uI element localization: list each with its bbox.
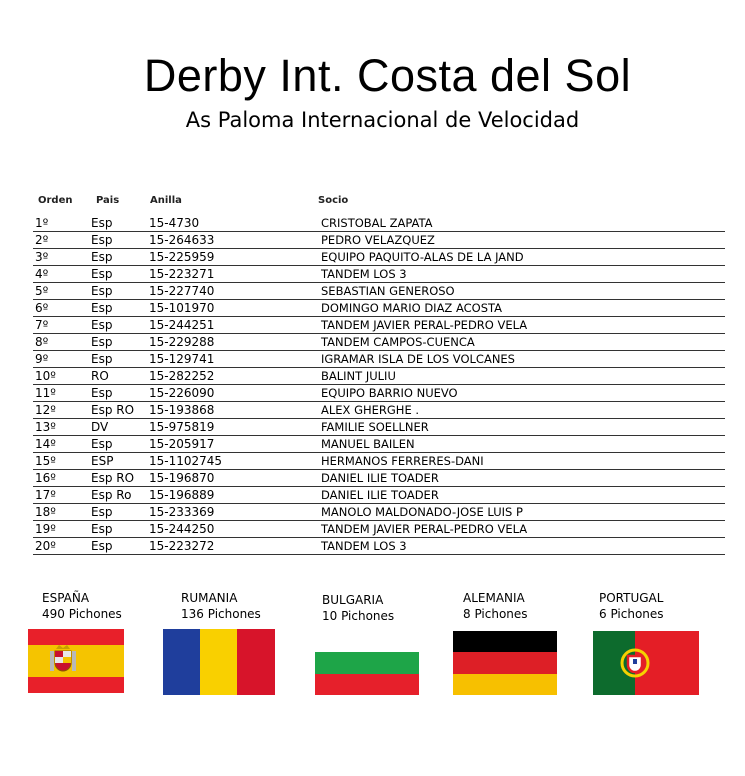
- ring-number-cell: 15-101970: [149, 301, 215, 315]
- country-code-cell: ESP: [91, 454, 114, 468]
- table-row: [33, 453, 725, 470]
- member-name-cell: DANIEL ILIE TOADER: [321, 471, 439, 485]
- portugal-flag-icon: [593, 631, 699, 695]
- ring-number-cell: 15-205917: [149, 437, 215, 451]
- country-code-cell: Esp: [91, 335, 113, 349]
- table-row: [33, 385, 725, 402]
- member-name-cell: DOMINGO MARIO DIAZ ACOSTA: [321, 301, 503, 315]
- column-header-orden: Orden: [38, 195, 73, 206]
- member-name-cell: SEBASTIAN GENEROSO: [321, 284, 455, 298]
- table-row: [33, 351, 725, 368]
- country-name: RUMANIA: [181, 591, 238, 605]
- country-code-cell: Esp: [91, 437, 113, 451]
- page-subtitle: As Paloma Internacional de Velocidad: [185, 108, 580, 132]
- table-row: [33, 402, 725, 419]
- country-code-cell: DV: [91, 420, 109, 434]
- country-name: BULGARIA: [322, 593, 384, 607]
- rank-cell: 2º: [35, 233, 49, 247]
- country-code-cell: Esp: [91, 301, 113, 315]
- country-count: 8 Pichones: [463, 607, 528, 621]
- country-code-cell: Esp RO: [91, 471, 135, 485]
- rank-cell: 18º: [35, 505, 56, 519]
- country-germany: [463, 590, 528, 622]
- ring-number-cell: 15-223271: [149, 267, 215, 281]
- table-row: [33, 232, 725, 249]
- member-name-cell: HERMANOS FERRERES-DANI: [321, 454, 484, 468]
- country-code-cell: Esp: [91, 267, 113, 281]
- table-row: [33, 487, 725, 504]
- country-name: ESPAÑA: [42, 591, 90, 605]
- table-row: [33, 470, 725, 487]
- country-code-cell: Esp: [91, 233, 113, 247]
- table-row: [33, 436, 725, 453]
- column-header-socio: Socio: [318, 195, 349, 206]
- member-name-cell: CRISTOBAL ZAPATA: [321, 216, 433, 230]
- ring-number-cell: 15-129741: [149, 352, 215, 366]
- table-row: [33, 504, 725, 521]
- rank-cell: 1º: [35, 216, 49, 230]
- country-name: ALEMANIA: [463, 591, 525, 605]
- ring-number-cell: 15-225959: [149, 250, 215, 264]
- rank-cell: 11º: [35, 386, 56, 400]
- country-code-cell: Esp Ro: [91, 488, 132, 502]
- rank-cell: 17º: [35, 488, 56, 502]
- rank-cell: 10º: [35, 369, 56, 383]
- member-name-cell: BALINT JULIU: [321, 369, 396, 383]
- spain-flag-icon: [28, 629, 124, 693]
- ring-number-cell: 15-226090: [149, 386, 215, 400]
- romania-flag-icon: [163, 629, 275, 695]
- ring-number-cell: 15-233369: [149, 505, 215, 519]
- ring-number-cell: 15-282252: [149, 369, 215, 383]
- germany-flag-icon: [453, 631, 557, 695]
- member-name-cell: TANDEM LOS 3: [321, 539, 407, 553]
- table-row: [33, 521, 725, 538]
- column-header-anilla: Anilla: [150, 195, 182, 206]
- rank-cell: 8º: [35, 335, 49, 349]
- country-code-cell: Esp RO: [91, 403, 135, 417]
- member-name-cell: EQUIPO PAQUITO-ALAS DE LA JAND: [321, 250, 524, 264]
- member-name-cell: MANUEL BAILEN: [321, 437, 415, 451]
- ring-number-cell: 15-193868: [149, 403, 215, 417]
- table-row: [33, 215, 725, 232]
- member-name-cell: DANIEL ILIE TOADER: [321, 488, 439, 502]
- member-name-cell: PEDRO VELAZQUEZ: [321, 233, 435, 247]
- country-code-cell: Esp: [91, 216, 113, 230]
- ring-number-cell: 15-229288: [149, 335, 215, 349]
- member-name-cell: EQUIPO BARRIO NUEVO: [321, 386, 458, 400]
- rank-cell: 3º: [35, 250, 49, 264]
- country-code-cell: Esp: [91, 352, 113, 366]
- country-code-cell: Esp: [91, 539, 113, 553]
- column-header-pais: Pais: [96, 195, 120, 206]
- rank-cell: 14º: [35, 437, 56, 451]
- table-row: [33, 334, 725, 351]
- rank-cell: 9º: [35, 352, 49, 366]
- ring-number-cell: 15-264633: [149, 233, 215, 247]
- table-row: [33, 283, 725, 300]
- country-code-cell: Esp: [91, 284, 113, 298]
- table-row: [33, 266, 725, 283]
- member-name-cell: ALEX GHERGHE .: [321, 403, 420, 417]
- rank-cell: 4º: [35, 267, 49, 281]
- table-row: [33, 368, 725, 385]
- member-name-cell: IGRAMAR ISLA DE LOS VOLCANES: [321, 352, 515, 366]
- country-count: 136 Pichones: [181, 607, 261, 621]
- table-row: [33, 317, 725, 334]
- country-code-cell: Esp: [91, 250, 113, 264]
- rank-cell: 15º: [35, 454, 56, 468]
- rank-cell: 12º: [35, 403, 56, 417]
- country-count: 6 Pichones: [599, 607, 664, 621]
- country-bulgaria: [322, 592, 394, 624]
- country-count: 10 Pichones: [322, 609, 395, 623]
- country-code-cell: Esp: [91, 522, 113, 536]
- country-name: PORTUGAL: [599, 591, 664, 605]
- ring-number-cell: 15-975819: [149, 420, 215, 434]
- table-row: [33, 249, 725, 266]
- country-code-cell: Esp: [91, 505, 113, 519]
- ring-number-cell: 15-196870: [149, 471, 215, 485]
- member-name-cell: TANDEM LOS 3: [321, 267, 407, 281]
- rank-cell: 13º: [35, 420, 56, 434]
- country-portugal: [599, 590, 664, 622]
- country-romania: [181, 590, 261, 622]
- country-code-cell: Esp: [91, 318, 113, 332]
- table-row: [33, 419, 725, 436]
- ring-number-cell: 15-196889: [149, 488, 215, 502]
- ring-number-cell: 15-4730: [149, 216, 200, 230]
- member-name-cell: TANDEM JAVIER PERAL-PEDRO VELA: [321, 522, 528, 536]
- rank-cell: 5º: [35, 284, 49, 298]
- country-code-cell: RO: [91, 369, 109, 383]
- rank-cell: 7º: [35, 318, 49, 332]
- ring-number-cell: 15-244250: [149, 522, 215, 536]
- ring-number-cell: 15-223272: [149, 539, 215, 553]
- ring-number-cell: 15-1102745: [149, 454, 223, 468]
- page-title: Derby Int. Costa del Sol: [143, 50, 632, 101]
- table-row: [33, 538, 725, 555]
- ring-number-cell: 15-244251: [149, 318, 215, 332]
- country-count: 490 Pichones: [42, 607, 122, 621]
- member-name-cell: TANDEM JAVIER PERAL-PEDRO VELA: [321, 318, 528, 332]
- bulgaria-flag-icon: [315, 631, 419, 695]
- table-row: [33, 300, 725, 317]
- rank-cell: 6º: [35, 301, 49, 315]
- country-code-cell: Esp: [91, 386, 113, 400]
- member-name-cell: MANOLO MALDONADO-JOSE LUIS P: [321, 505, 523, 519]
- ring-number-cell: 15-227740: [149, 284, 215, 298]
- rank-cell: 19º: [35, 522, 56, 536]
- member-name-cell: FAMILIE SOELLNER: [321, 420, 429, 434]
- member-name-cell: TANDEM CAMPOS-CUENCA: [321, 335, 475, 349]
- country-spain: [42, 590, 122, 622]
- rank-cell: 20º: [35, 539, 56, 553]
- rank-cell: 16º: [35, 471, 56, 485]
